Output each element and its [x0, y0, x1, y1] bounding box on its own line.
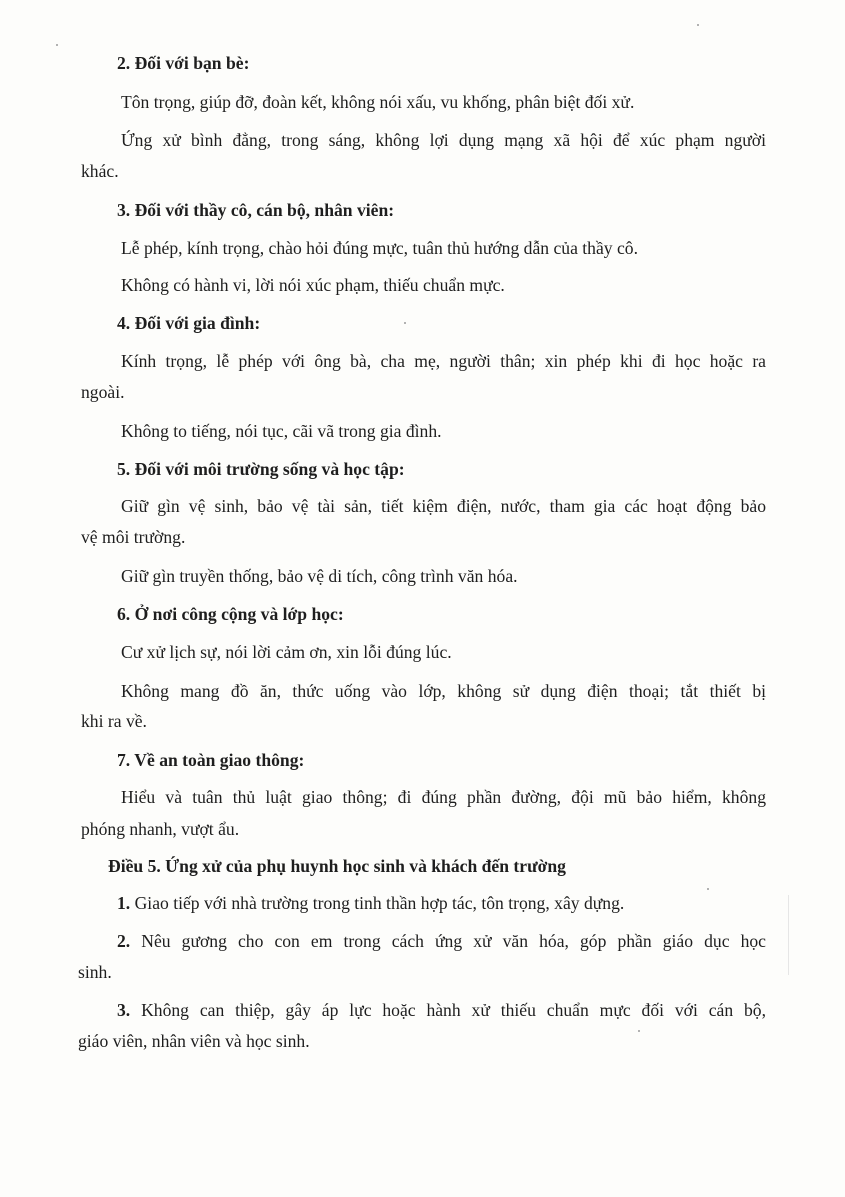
scan-speck [697, 24, 699, 26]
paragraph-public-places-1: Cư xử lịch sự, nói lời cảm ơn, xin lỗi đúng lúc. [121, 642, 452, 662]
section-heading-family: 4. Đối với gia đình: [117, 313, 261, 333]
article-5-item-2-line2: sinh. [78, 962, 112, 982]
paragraph-family-1-line2: ngoài. [81, 382, 125, 402]
scan-speck [707, 888, 709, 890]
scan-speck [56, 44, 58, 46]
article-5-heading: Điều 5. Ứng xử của phụ huynh học sinh và khách đến trường [108, 856, 566, 876]
paragraph-family-1-line1: Kính trọng, lễ phép với ông bà, cha mẹ, người thân; xin phép khi đi học hoặc ra [121, 351, 766, 371]
section-heading-teachers: 3. Đối với thầy cô, cán bộ, nhân viên: [117, 200, 395, 220]
article-5-item-3-line2: giáo viên, nhân viên và học sinh. [78, 1031, 310, 1051]
paragraph-friends-2-line2: khác. [81, 161, 119, 181]
paragraph-environment-1-line2: vệ môi trường. [81, 527, 186, 547]
article-5-item-1-text: Giao tiếp với nhà trường trong tinh thần hợp tác, tôn trọng, xây dựng. [130, 893, 625, 913]
article-5-item-2-text: Nêu gương cho con em trong cách ứng xử văn hóa, góp phần giáo dục học [130, 931, 766, 951]
paragraph-family-2: Không to tiếng, nói tục, cãi vã trong gia đình. [121, 421, 442, 441]
paragraph-friends-1: Tôn trọng, giúp đỡ, đoàn kết, không nói xấu, vu khống, phân biệt đối xử. [121, 92, 635, 112]
article-5-item-1-number: 1. [117, 893, 131, 913]
article-5-item-3-text: Không can thiệp, gây áp lực hoặc hành xử thiếu chuẩn mực đối với cán bộ, [130, 1000, 766, 1020]
section-heading-environment: 5. Đối với môi trường sống và học tập: [117, 459, 405, 479]
scan-speck [638, 1030, 640, 1032]
section-heading-public-places: 6. Ở nơi công cộng và lớp học: [117, 604, 344, 624]
article-5-item-2-number: 2. [117, 931, 131, 951]
paragraph-environment-1-line1: Giữ gìn vệ sinh, bảo vệ tài sản, tiết kiệm điện, nước, tham gia các hoạt động bảo [121, 496, 766, 516]
paragraph-public-places-2-line1: Không mang đồ ăn, thức uống vào lớp, không sử dụng điện thoại; tắt thiết bị [121, 681, 766, 701]
article-5-item-3-line1 [117, 999, 766, 1021]
paragraph-teachers-2: Không có hành vi, lời nói xúc phạm, thiếu chuẩn mực. [121, 275, 505, 295]
paragraph-public-places-2-line2: khi ra về. [81, 711, 147, 731]
article-5-item-3-number: 3. [117, 1000, 131, 1020]
article-5-item-1 [117, 892, 624, 914]
section-heading-friends: 2. Đối với bạn bè: [117, 53, 250, 73]
scan-speck [404, 322, 406, 324]
paragraph-traffic-line2: phóng nhanh, vượt ẩu. [81, 819, 240, 839]
paragraph-traffic-line1: Hiểu và tuân thủ luật giao thông; đi đúng phần đường, đội mũ bảo hiểm, không [121, 787, 766, 807]
paragraph-friends-2-line1: Ứng xử bình đẳng, trong sáng, không lợi dụng mạng xã hội để xúc phạm người [121, 130, 766, 150]
paragraph-teachers-1: Lễ phép, kính trọng, chào hỏi đúng mực, tuân thủ hướng dẫn của thầy cô. [121, 238, 638, 258]
paragraph-environment-2: Giữ gìn truyền thống, bảo vệ di tích, công trình văn hóa. [121, 566, 518, 586]
section-heading-traffic: 7. Về an toàn giao thông: [117, 750, 305, 770]
article-5-item-2-line1 [117, 930, 766, 952]
scan-edge-mark [788, 895, 789, 975]
